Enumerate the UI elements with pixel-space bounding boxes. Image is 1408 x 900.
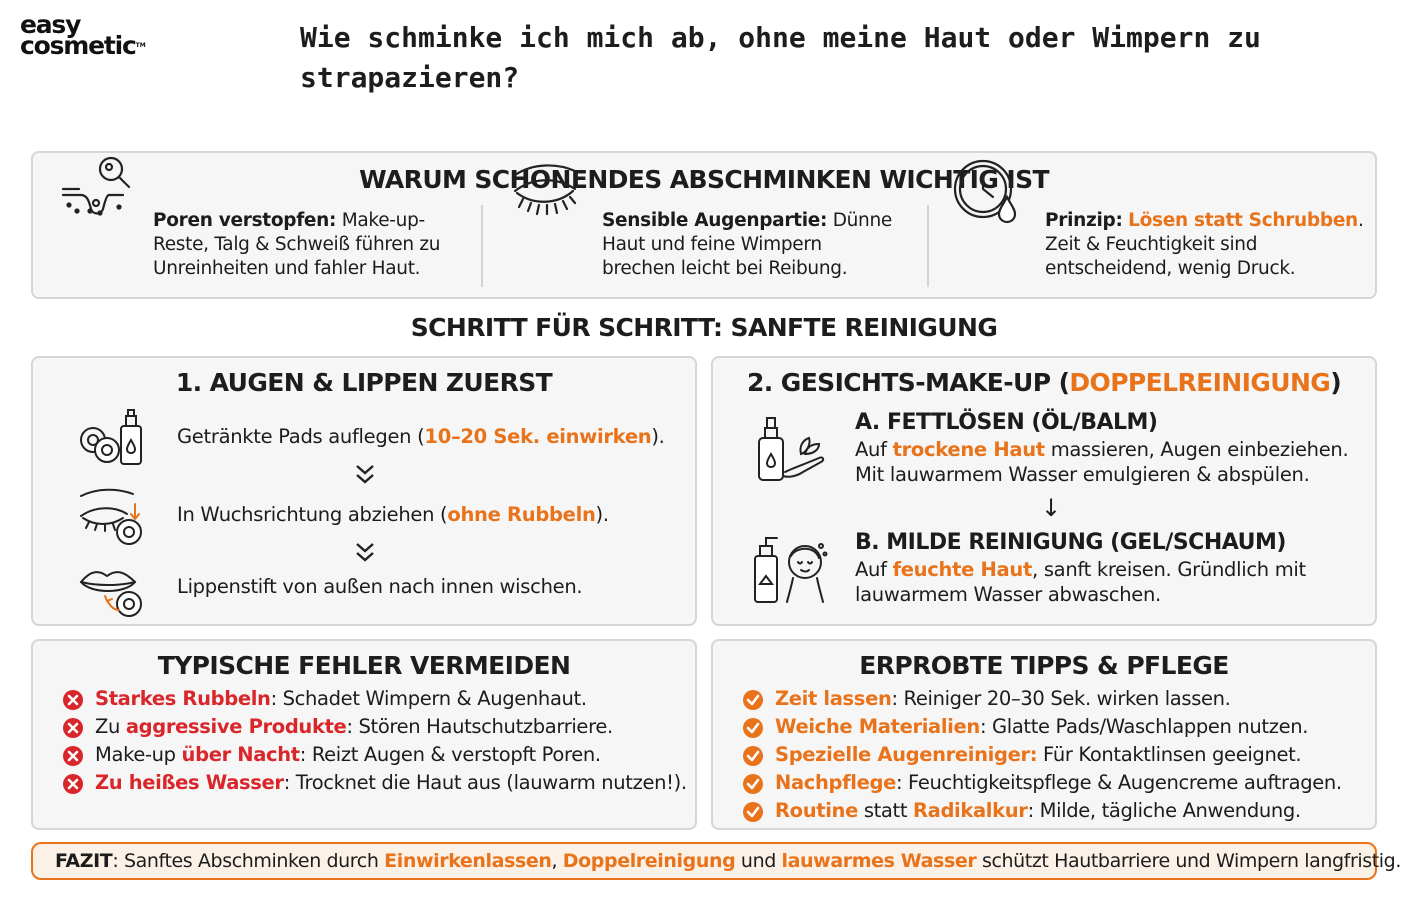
step1-row-1: [177, 425, 665, 448]
step2-a-line-1-pre: Auf: [855, 438, 893, 461]
step1-panel: [31, 356, 697, 626]
mistake-post: : Reizt Augen & verstopft Poren.: [299, 743, 601, 766]
step1-row-2-highlight: ohne Rubbeln: [447, 503, 596, 526]
tip-text: [775, 771, 1342, 794]
step2-heading: [713, 368, 1375, 397]
error-x-icon: [63, 774, 83, 794]
tip-highlight-2: Radikalkur: [912, 799, 1028, 822]
tip-highlight: Zeit lassen: [775, 687, 892, 710]
why-principle-highlight: Lösen statt Schrubben: [1128, 210, 1358, 231]
error-x-icon: [63, 718, 83, 738]
step2-b-line-1-highlight: feuchte Haut: [892, 558, 1033, 581]
fazit-text-4: schützt Hautbarriere und Wimpern langfristig.: [976, 850, 1401, 872]
why-eyes-line-1: Dünne: [827, 210, 892, 231]
mistake-post: : Trocknet die Haut aus (lauwarm nutzen!).: [283, 771, 687, 794]
tip-text: [775, 799, 1301, 822]
step1-row-1-post: ).: [651, 425, 665, 448]
tip-text: [775, 743, 1301, 766]
why-pores-bold: Poren verstopfen:: [153, 210, 337, 231]
tip-post: : Milde, tägliche Anwendung.: [1027, 799, 1301, 822]
mistake-post: : Schadet Wimpern & Augenhaut.: [270, 687, 587, 710]
tips-panel: [711, 639, 1377, 830]
mistake-text: [95, 715, 613, 738]
fazit-highlight-2: Doppelreinigung: [562, 850, 736, 872]
why-pores-line-3: Unreinheiten und fahler Haut.: [153, 258, 421, 279]
error-x-icon: [63, 746, 83, 766]
mistakes-panel: [31, 639, 697, 830]
mistake-highlight: Starkes Rubbeln: [95, 687, 271, 710]
why-eyes-line-2: Haut und feine Wimpern: [602, 234, 822, 255]
step2-heading-pre: 2. GESICHTS-MAKE-UP (: [746, 368, 1070, 397]
step2-heading-highlight: DOPPELREINIGUNG: [1069, 368, 1331, 397]
tip-text: [775, 687, 1231, 710]
chevron-down-icon: [353, 462, 377, 486]
why-heading: WARUM SCHONENDES ABSCHMINKEN WICHTIG IST: [359, 165, 1049, 194]
why-eyes-bold: Sensible Augenpartie:: [602, 210, 828, 231]
why-principle-end: .: [1357, 210, 1364, 231]
why-panel: [31, 151, 1377, 299]
step2-a-line-2: Mit lauwarmem Wasser emulgieren & abspülen.: [855, 463, 1310, 486]
fazit-label: FAZIT: [55, 850, 113, 872]
step2-b-line-1-pre: Auf: [855, 558, 893, 581]
mistake-highlight: über Nacht: [181, 743, 300, 766]
fazit-highlight-3: lauwarmes Wasser: [781, 850, 977, 872]
tip-mid: statt: [857, 799, 913, 822]
mistake-highlight: aggressive Produkte: [125, 715, 347, 738]
steps-heading: SCHRITT FÜR SCHRITT: SANFTE REINIGUNG: [410, 313, 998, 342]
step1-row-2-pre: In Wuchsrichtung abziehen (: [177, 503, 448, 526]
logo-line-2: [20, 31, 146, 60]
step1-row-2: [177, 503, 609, 526]
clock-drop-icon: [951, 153, 1025, 227]
fazit-banner: [31, 842, 1401, 880]
fazit-text-1: : Sanftes Abschminken durch: [112, 850, 385, 872]
mistake-post: : Stören Hautschutzbarriere.: [346, 715, 613, 738]
tip-highlight: Nachpflege: [775, 771, 896, 794]
divider: [481, 205, 483, 287]
eye-lashes-icon: [509, 153, 583, 227]
tips-heading: ERPROBTE TIPPS & PFLEGE: [859, 651, 1229, 680]
mistake-text: [95, 743, 601, 766]
mistake-text: [95, 687, 587, 710]
check-icon: [743, 802, 763, 822]
why-principle-line-2: Zeit & Feuchtigkeit sind: [1045, 234, 1258, 255]
step1-row-3: Lippenstift von außen nach innen wischen.: [177, 575, 583, 598]
step2-a-line-1: [855, 438, 1348, 461]
tip-highlight: Routine: [775, 799, 858, 822]
step2-a-title: A. FETTLÖSEN (ÖL/BALM): [855, 410, 1158, 435]
brand-logo: [20, 10, 146, 60]
mistake-text: [95, 771, 687, 794]
error-x-icon: [63, 690, 83, 710]
why-principle-line-3: entscheidend, wenig Druck.: [1045, 258, 1296, 279]
check-icon: [743, 774, 763, 794]
tip-post: Für Kontaktlinsen geeignet.: [1037, 743, 1302, 766]
down-arrow-icon: ↓: [1041, 494, 1061, 522]
tip-post: : Glatte Pads/Waschlappen nutzen.: [979, 715, 1309, 738]
step2-a-line-1-highlight: trockene Haut: [892, 438, 1045, 461]
oil-bottle-hand-icon: [749, 414, 829, 486]
fazit-highlight-1: Einwirkenlassen: [384, 850, 552, 872]
step2-a-line-1-post: massieren, Augen einbeziehen.: [1044, 438, 1349, 461]
step2-b-title: B. MILDE REINIGUNG (GEL/SCHAUM): [855, 530, 1286, 555]
page-title: Wie schminke ich mich ab, ohne meine Haut oder Wimpern zu strapazieren?: [300, 21, 1261, 94]
why-pores-line-1: Make-up-: [336, 210, 425, 231]
why-pores-line-2: Reste, Talg & Schweiß führen zu: [153, 234, 441, 255]
check-icon: [743, 746, 763, 766]
logo-trademark: TM: [135, 42, 146, 49]
step1-row-1-highlight: 10–20 Sek. einwirken: [424, 425, 652, 448]
logo-word: cosmetic: [20, 31, 136, 60]
why-eyes-line-3: brechen leicht bei Reibung.: [602, 258, 848, 279]
step2-b-line-2: lauwarmem Wasser abwaschen.: [855, 583, 1161, 606]
check-icon: [743, 718, 763, 738]
tip-post: : Reiniger 20–30 Sek. wirken lassen.: [891, 687, 1231, 710]
chevron-down-icon: [353, 540, 377, 564]
step1-row-2-post: ).: [595, 503, 609, 526]
mistake-pre: Zu: [95, 715, 126, 738]
lips-pad-icon: [77, 562, 147, 624]
tip-highlight: Weiche Materialien: [775, 715, 980, 738]
step2-panel: [711, 356, 1377, 626]
step2-heading-post: ): [1330, 368, 1342, 397]
why-principle-bold: Prinzip:: [1045, 210, 1123, 231]
eye-pad-icon: [77, 486, 147, 548]
check-icon: [743, 690, 763, 710]
pore-magnifier-icon: [59, 153, 133, 227]
divider: [927, 205, 929, 287]
step1-row-1-pre: Getränkte Pads auflegen (: [177, 425, 425, 448]
mistake-pre: Make-up: [95, 743, 182, 766]
step1-heading: 1. AUGEN & LIPPEN ZUERST: [175, 368, 553, 397]
cotton-pads-bottle-icon: [77, 406, 147, 468]
logo-line-1: easy: [20, 10, 81, 39]
tip-post: : Feuchtigkeitspflege & Augencreme auftragen.: [895, 771, 1342, 794]
cleanser-face-icon: [749, 532, 829, 606]
step2-b-line-1-post: , sanft kreisen. Gründlich mit: [1032, 558, 1306, 581]
fazit-text-3: und: [735, 850, 782, 872]
mistake-highlight: Zu heißes Wasser: [95, 771, 284, 794]
step2-b-line-1: [855, 558, 1306, 581]
fazit-text-2: ,: [551, 850, 563, 872]
tip-text: [775, 715, 1308, 738]
mistakes-heading: TYPISCHE FEHLER VERMEIDEN: [157, 651, 571, 680]
tip-highlight: Spezielle Augenreiniger:: [775, 743, 1038, 766]
